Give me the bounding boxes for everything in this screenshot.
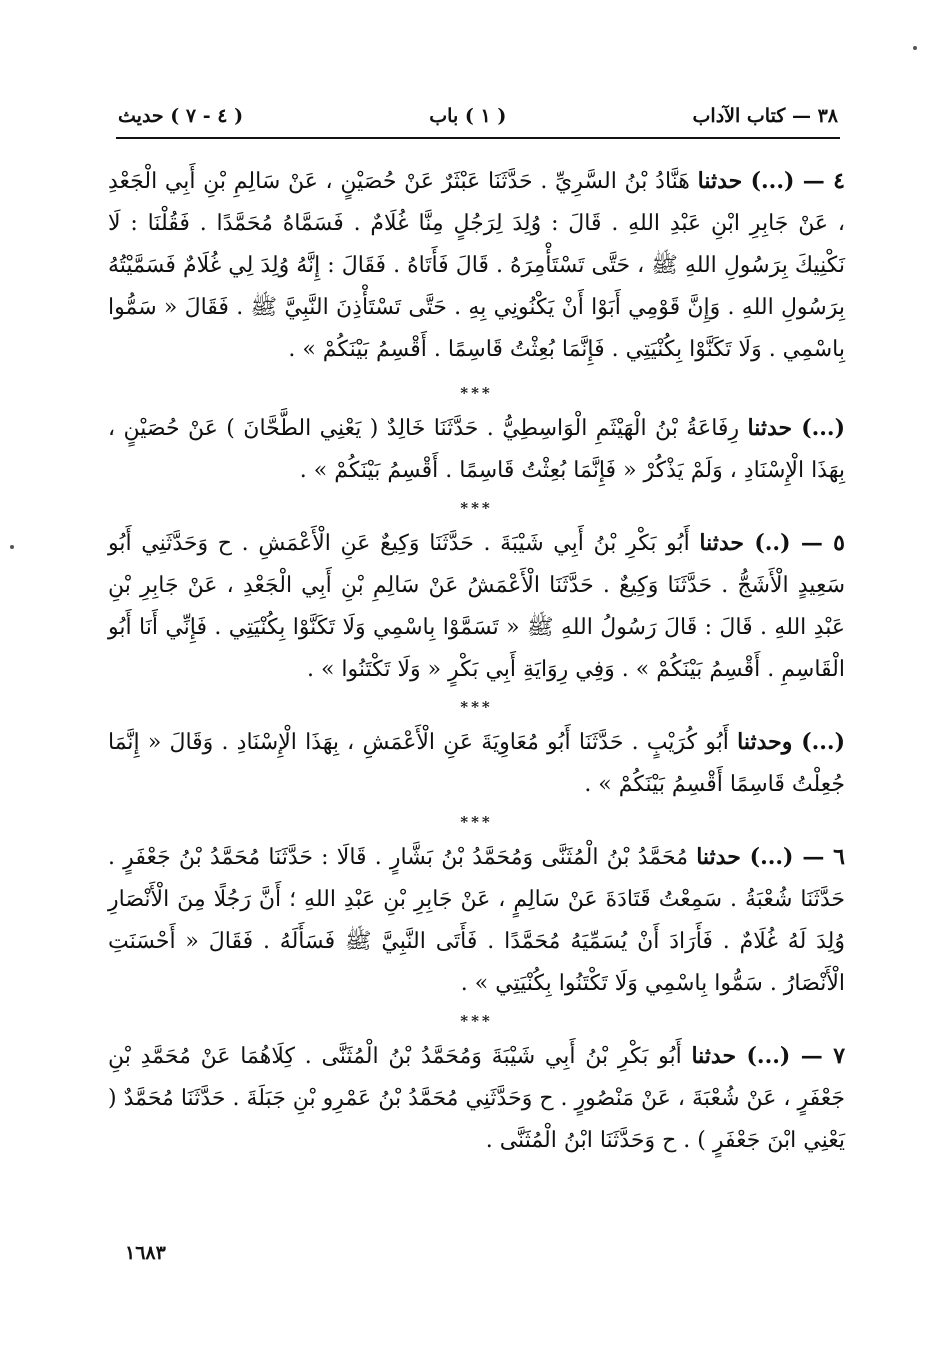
hadith-number: (...) وحدثنا bbox=[737, 729, 846, 755]
hadith-range: ( ٤ - ٧ ) حديث bbox=[118, 105, 244, 127]
hadith-5-variant bbox=[108, 721, 845, 806]
hadith-text-body bbox=[108, 160, 845, 1162]
hadith-text: هَنَّادُ بْنُ السَّرِيِّ . حَدَّثَنَا عَبْثَرٌ عَنْ حُصَيْنٍ ، عَنْ سَالِمِ بْنِ أَبِي الْجَعْدِ ، عَنْ جَابِرِ ابْنِ عَبْدِ اللهِ . قَالَ : وُلِدَ لِرَجُلٍ مِنَّا غُلَامٌ . فَسَمَّاهُ مُحَمَّدًا . فَقُلْنَا : لَا نَكْنِيكَ بِرَسُولِ اللهِ ﷺ ، حَتَّى تَسْتَأْمِرَهُ . قَالَ فَأَتَاهُ . فَقَالَ : إِنَّهُ وُلِدَ لِي غُلَامٌ فَسَمَّيْتُهُ بِرَسُولِ اللهِ . وَإِنَّ قَوْمِي أَبَوْا أَنْ يَكْنُونِي بِهِ . حَتَّى تَسْتَأْذِنَ النَّبِيَّ ﷺ . فَقَالَ « سَمُّوا بِاسْمِي . وَلَا تَكَنَّوْا بِكُنْيَتِي . فَإِنَّمَا بُعِثْتُ قَاسِمًا . أَقْسِمُ بَيْنَكُمْ » . bbox=[108, 169, 845, 362]
chapter-label: ( ١ ) باب bbox=[429, 105, 507, 127]
hadith-text: أَبُو بَكْرِ بْنُ أَبِي شَيْبَةَ وَمُحَمَّدُ بْنُ الْمُثَنَّى . كِلَاهُمَا عَنْ مُحَمَّدِ بْنِ جَعْفَرٍ ، عَنْ شُعْبَةَ ، عَنْ مَنْصُورٍ . ح وَحَدَّثَنِي مُحَمَّدُ بْنُ عَمْرِو بْنِ جَبَلَةَ . حَدَّثَنَا مُحَمَّدٌ ( يَعْنِي ابْنَ جَعْفَرٍ ) . ح وَحَدَّثَنَا ابْنُ الْمُثَنَّى . bbox=[108, 1044, 845, 1153]
hadith-number: ٦ — (...) حدثنا bbox=[696, 844, 845, 870]
hadith-5 bbox=[108, 522, 845, 691]
hadith-text: أَبُو كُرَيْبٍ . حَدَّثَنَا أَبُو مُعَاوِيَةَ عَنِ الْأَعْمَشِ ، بِهَذَا الْإِسْنَادِ . وَقَالَ « إِنَّمَا جُعِلْتُ قَاسِمًا أَقْسِمُ بَيْنَكُمْ » . bbox=[108, 730, 845, 797]
header-rule bbox=[116, 137, 840, 139]
hadith-text: مُحَمَّدُ بْنُ الْمُثَنَّى وَمُحَمَّدُ بْنُ بَشَّارٍ . قَالَا : حَدَّثَنَا مُحَمَّدُ بْنُ جَعْفَرٍ . حَدَّثَنَا شُعْبَةُ . سَمِعْتُ قَتَادَةَ عَنْ سَالِمٍ ، عَنْ جَابِرِ بْنِ عَبْدِ اللهِ ؛ أَنَّ رَجُلًا مِنَ الْأَنْصَارِ وُلِدَ لَهُ غُلَامٌ . فَأَرَادَ أَنْ يُسَمِّيَهُ مُحَمَّدًا . فَأَتَى النَّبِيَّ ﷺ فَسَأَلَهُ . فَقَالَ « أَحْسَنَتِ الْأَنْصَارُ . سَمُّوا بِاسْمِي وَلَا تَكْتَنُوا بِكُنْيَتِي » . bbox=[108, 845, 845, 996]
section-separator: *** bbox=[460, 1012, 493, 1030]
hadith-number: (...) حدثنا bbox=[747, 415, 845, 441]
hadith-6 bbox=[108, 836, 845, 1005]
book-title: ٣٨ — كتاب الآداب bbox=[692, 105, 838, 127]
hadith-text: رِفَاعَةُ بْنُ الْهَيْثَمِ الْوَاسِطِيُّ . حَدَّثَنَا خَالِدٌ ( يَعْنِي الطَّحَّانَ ) عَنْ حُصَيْنٍ ، بِهَذَا الْإِسْنَادِ ، وَلَمْ يَذْكُرْ « فَإِنَّمَا بُعِثْتُ قَاسِمًا . أَقْسِمُ بَيْنَكُمْ » . bbox=[108, 416, 845, 483]
hadith-number: ٧ — (...) حدثنا bbox=[691, 1043, 846, 1069]
hadith-number: ٤ — (...) حدثنا bbox=[697, 168, 845, 194]
hadith-4 bbox=[108, 160, 845, 371]
section-separator: *** bbox=[460, 499, 493, 517]
hadith-7 bbox=[108, 1035, 845, 1162]
scan-speck bbox=[10, 545, 14, 549]
section-separator: *** bbox=[460, 813, 493, 831]
hadith-text: أَبُو بَكْرِ بْنُ أَبِي شَيْبَةَ . حَدَّثَنَا وَكِيعٌ عَنِ الْأَعْمَشِ . ح وَحَدَّثَنِي أَبُو سَعِيدٍ الْأَشَجُّ . حَدَّثَنَا وَكِيعٌ . حَدَّثَنَا الْأَعْمَشُ عَنْ سَالِمِ بْنِ أَبِي الْجَعْدِ ، عَنْ جَابِرِ بْنِ عَبْدِ اللهِ . قَالَ : قَالَ رَسُولُ اللهِ ﷺ « تَسَمَّوْا بِاسْمِي وَلَا تَكَنَّوْا بِكُنْيَتِي . فَإِنِّي أَنَا أَبُو الْقَاسِمِ . أَقْسِمُ بَيْنَكُمْ » . وَفِي رِوَايَةِ أَبِي بَكْرٍ « وَلَا تَكْتَنُوا » . bbox=[108, 531, 845, 682]
running-header bbox=[118, 96, 838, 136]
hadith-number: ٥ — (..) حدثنا bbox=[699, 530, 845, 556]
page-number: ١٦٨٣ bbox=[125, 1242, 166, 1264]
section-separator: *** bbox=[460, 384, 493, 402]
scan-speck bbox=[913, 46, 917, 50]
hadith-4-variant bbox=[108, 407, 845, 492]
section-separator: *** bbox=[460, 698, 493, 716]
